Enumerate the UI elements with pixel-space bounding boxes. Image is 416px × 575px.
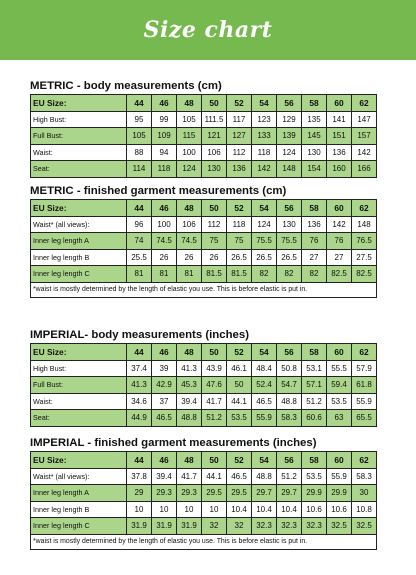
value-cell: 74.5 [177, 233, 202, 250]
value-cell: 75 [202, 233, 227, 250]
size-header-cell: 60 [327, 344, 352, 361]
size-header-cell: 54 [252, 95, 277, 112]
value-cell: 10.4 [252, 501, 277, 518]
value-cell: 65.5 [352, 410, 377, 427]
value-cell: 46.1 [227, 360, 252, 377]
value-cell: 26.5 [227, 249, 252, 266]
size-header-cell: 56 [277, 200, 302, 217]
section-metric-body [30, 80, 376, 178]
value-cell: 29.7 [252, 485, 277, 502]
size-header-cell: 58 [302, 95, 327, 112]
section-metric-garment [30, 185, 376, 298]
size-header-cell: 50 [202, 344, 227, 361]
table-row [31, 360, 377, 377]
value-cell: 10.6 [327, 501, 352, 518]
value-cell: 10.8 [352, 501, 377, 518]
table-row [31, 233, 377, 250]
value-cell: 76 [327, 233, 352, 250]
size-header-cell: 52 [227, 95, 252, 112]
value-cell: 81 [152, 266, 177, 283]
row-label: Waist* (all views): [31, 468, 127, 485]
value-cell: 29.3 [152, 485, 177, 502]
value-cell: 75 [227, 233, 252, 250]
section-imperial-body [30, 329, 376, 427]
size-table [30, 343, 377, 427]
table-row [31, 216, 377, 233]
size-header-cell: 56 [277, 344, 302, 361]
value-cell: 53.5 [227, 410, 252, 427]
size-header-cell: 48 [177, 452, 202, 469]
value-cell: 29.7 [277, 485, 302, 502]
value-cell: 55.9 [352, 393, 377, 410]
value-cell: 123 [252, 111, 277, 128]
value-cell: 25.5 [127, 249, 152, 266]
value-cell: 124 [277, 144, 302, 161]
value-cell: 82.5 [352, 266, 377, 283]
table-row [31, 518, 377, 535]
value-cell: 31.9 [177, 518, 202, 535]
value-cell: 27.5 [352, 249, 377, 266]
value-cell: 105 [177, 111, 202, 128]
size-header-cell: 50 [202, 452, 227, 469]
value-cell: 31.9 [152, 518, 177, 535]
row-label: High Bust: [31, 111, 127, 128]
table-row [31, 501, 377, 518]
footnote: *waist is mostly determined by the length of elastic you use. This is before elastic is put in. [31, 282, 377, 297]
size-header-cell: 62 [352, 95, 377, 112]
size-header-cell: 62 [352, 344, 377, 361]
header-label: EU Size: [31, 95, 127, 112]
value-cell: 115 [177, 128, 202, 145]
size-header-cell: 56 [277, 452, 302, 469]
value-cell: 74 [127, 233, 152, 250]
value-cell: 157 [352, 128, 377, 145]
value-cell: 32.3 [302, 518, 327, 535]
value-cell: 44.1 [227, 393, 252, 410]
value-cell: 59.4 [327, 377, 352, 394]
row-label: Inner leg length C [31, 266, 127, 283]
value-cell: 127 [227, 128, 252, 145]
value-cell: 39.4 [177, 393, 202, 410]
value-cell: 100 [152, 216, 177, 233]
value-cell: 151 [327, 128, 352, 145]
row-label: Inner leg length C [31, 518, 127, 535]
size-header-cell: 52 [227, 344, 252, 361]
value-cell: 48.8 [252, 468, 277, 485]
table-row [31, 393, 377, 410]
value-cell: 55.9 [327, 468, 352, 485]
value-cell: 53.5 [302, 468, 327, 485]
row-label: Full Bust: [31, 128, 127, 145]
value-cell: 29.3 [177, 485, 202, 502]
size-header-cell: 52 [227, 452, 252, 469]
value-cell: 95 [127, 111, 152, 128]
value-cell: 82 [302, 266, 327, 283]
value-cell: 10 [202, 501, 227, 518]
value-cell: 10 [152, 501, 177, 518]
size-header-cell: 48 [177, 95, 202, 112]
row-label: Full Bust: [31, 377, 127, 394]
footnote: *waist is mostly determined by the length of elastic you use. This is before elastic is put in. [31, 534, 377, 549]
value-cell: 81 [177, 266, 202, 283]
row-label: Waist: [31, 393, 127, 410]
value-cell: 51.2 [277, 468, 302, 485]
table-row [31, 485, 377, 502]
row-label: High Bust: [31, 360, 127, 377]
value-cell: 109 [152, 128, 177, 145]
value-cell: 57.9 [352, 360, 377, 377]
value-cell: 10 [127, 501, 152, 518]
value-cell: 139 [277, 128, 302, 145]
value-cell: 39 [152, 360, 177, 377]
table-row [31, 468, 377, 485]
header-label: EU Size: [31, 452, 127, 469]
value-cell: 53.5 [327, 393, 352, 410]
value-cell: 133 [252, 128, 277, 145]
header-row [31, 200, 377, 217]
size-header-cell: 58 [302, 200, 327, 217]
value-cell: 124 [177, 161, 202, 178]
value-cell: 58.3 [277, 410, 302, 427]
value-cell: 10.4 [277, 501, 302, 518]
page-title: Size chart [143, 17, 273, 43]
value-cell: 58.3 [352, 468, 377, 485]
value-cell: 42.9 [152, 377, 177, 394]
value-cell: 112 [227, 144, 252, 161]
value-cell: 26.5 [277, 249, 302, 266]
table-row [31, 266, 377, 283]
value-cell: 112 [202, 216, 227, 233]
header-label: EU Size: [31, 344, 127, 361]
row-label: Inner leg length B [31, 501, 127, 518]
value-cell: 29 [127, 485, 152, 502]
value-cell: 46.5 [252, 393, 277, 410]
value-cell: 32.3 [252, 518, 277, 535]
value-cell: 148 [277, 161, 302, 178]
value-cell: 63 [327, 410, 352, 427]
value-cell: 37 [152, 393, 177, 410]
value-cell: 54.7 [277, 377, 302, 394]
table-row [31, 410, 377, 427]
section-imperial-garment [30, 437, 376, 550]
value-cell: 147 [352, 111, 377, 128]
value-cell: 136 [327, 144, 352, 161]
value-cell: 130 [202, 161, 227, 178]
value-cell: 142 [352, 144, 377, 161]
size-header-cell: 44 [127, 452, 152, 469]
value-cell: 74.5 [152, 233, 177, 250]
value-cell: 51.2 [202, 410, 227, 427]
value-cell: 55.5 [327, 360, 352, 377]
note-row [31, 282, 377, 297]
value-cell: 96 [127, 216, 152, 233]
size-header-cell: 54 [252, 452, 277, 469]
value-cell: 82.5 [327, 266, 352, 283]
table-row [31, 377, 377, 394]
value-cell: 51.2 [302, 393, 327, 410]
value-cell: 136 [227, 161, 252, 178]
value-cell: 75.5 [277, 233, 302, 250]
value-cell: 100 [177, 144, 202, 161]
value-cell: 30 [352, 485, 377, 502]
row-label: Waist: [31, 144, 127, 161]
size-header-cell: 58 [302, 452, 327, 469]
size-header-cell: 46 [152, 95, 177, 112]
value-cell: 32 [227, 518, 252, 535]
value-cell: 106 [177, 216, 202, 233]
value-cell: 148 [352, 216, 377, 233]
value-cell: 41.3 [127, 377, 152, 394]
value-cell: 53.1 [302, 360, 327, 377]
table-row [31, 144, 377, 161]
title-banner [0, 0, 416, 60]
value-cell: 29.9 [302, 485, 327, 502]
row-label: Inner leg length A [31, 233, 127, 250]
value-cell: 129 [277, 111, 302, 128]
value-cell: 60.6 [302, 410, 327, 427]
value-cell: 154 [302, 161, 327, 178]
value-cell: 48.8 [277, 393, 302, 410]
note-row [31, 534, 377, 549]
value-cell: 29.5 [202, 485, 227, 502]
header-row [31, 452, 377, 469]
value-cell: 142 [327, 216, 352, 233]
row-label: Seat: [31, 161, 127, 178]
size-header-cell: 54 [252, 200, 277, 217]
value-cell: 48.4 [252, 360, 277, 377]
value-cell: 82 [277, 266, 302, 283]
value-cell: 105 [127, 128, 152, 145]
value-cell: 29.9 [327, 485, 352, 502]
value-cell: 46.5 [227, 468, 252, 485]
size-header-cell: 58 [302, 344, 327, 361]
value-cell: 37.4 [127, 360, 152, 377]
value-cell: 10.4 [227, 501, 252, 518]
value-cell: 61.8 [352, 377, 377, 394]
size-header-cell: 50 [202, 200, 227, 217]
value-cell: 130 [302, 144, 327, 161]
value-cell: 81 [127, 266, 152, 283]
value-cell: 26 [152, 249, 177, 266]
value-cell: 142 [252, 161, 277, 178]
value-cell: 26 [177, 249, 202, 266]
value-cell: 46.5 [152, 410, 177, 427]
value-cell: 27 [302, 249, 327, 266]
value-cell: 26.5 [252, 249, 277, 266]
size-header-cell: 60 [327, 200, 352, 217]
value-cell: 136 [302, 216, 327, 233]
size-header-cell: 44 [127, 95, 152, 112]
section-heading: IMPERIAL- body measurements (inches) [30, 329, 249, 341]
size-header-cell: 50 [202, 95, 227, 112]
value-cell: 124 [252, 216, 277, 233]
value-cell: 141 [327, 111, 352, 128]
value-cell: 10 [177, 501, 202, 518]
value-cell: 76.5 [352, 233, 377, 250]
value-cell: 41.7 [202, 393, 227, 410]
value-cell: 118 [252, 144, 277, 161]
size-header-cell: 56 [277, 95, 302, 112]
value-cell: 118 [227, 216, 252, 233]
value-cell: 26 [202, 249, 227, 266]
value-cell: 50 [227, 377, 252, 394]
row-label: Inner leg length A [31, 485, 127, 502]
size-header-cell: 48 [177, 200, 202, 217]
value-cell: 117 [227, 111, 252, 128]
size-header-cell: 62 [352, 452, 377, 469]
table-row [31, 128, 377, 145]
value-cell: 29.5 [227, 485, 252, 502]
value-cell: 76 [302, 233, 327, 250]
size-header-cell: 46 [152, 200, 177, 217]
section-heading: METRIC - finished garment measurements (cm) [30, 185, 287, 197]
value-cell: 32.3 [277, 518, 302, 535]
table-row [31, 111, 377, 128]
value-cell: 43.9 [202, 360, 227, 377]
value-cell: 118 [152, 161, 177, 178]
value-cell: 111.5 [202, 111, 227, 128]
value-cell: 37.8 [127, 468, 152, 485]
size-header-cell: 44 [127, 344, 152, 361]
value-cell: 82 [252, 266, 277, 283]
size-header-cell: 46 [152, 344, 177, 361]
value-cell: 121 [202, 128, 227, 145]
value-cell: 160 [327, 161, 352, 178]
size-header-cell: 46 [152, 452, 177, 469]
value-cell: 75.5 [252, 233, 277, 250]
value-cell: 27 [327, 249, 352, 266]
value-cell: 50.8 [277, 360, 302, 377]
header-row [31, 95, 377, 112]
value-cell: 114 [127, 161, 152, 178]
value-cell: 55.9 [252, 410, 277, 427]
size-header-cell: 60 [327, 95, 352, 112]
value-cell: 88 [127, 144, 152, 161]
table-row [31, 249, 377, 266]
value-cell: 99 [152, 111, 177, 128]
size-header-cell: 62 [352, 200, 377, 217]
value-cell: 48.8 [177, 410, 202, 427]
size-table [30, 94, 377, 178]
size-header-cell: 60 [327, 452, 352, 469]
value-cell: 57.1 [302, 377, 327, 394]
value-cell: 32 [202, 518, 227, 535]
value-cell: 166 [352, 161, 377, 178]
value-cell: 135 [302, 111, 327, 128]
value-cell: 130 [277, 216, 302, 233]
value-cell: 106 [202, 144, 227, 161]
value-cell: 145 [302, 128, 327, 145]
value-cell: 47.6 [202, 377, 227, 394]
size-header-cell: 52 [227, 200, 252, 217]
table-row [31, 161, 377, 178]
value-cell: 41.7 [177, 468, 202, 485]
value-cell: 10.6 [302, 501, 327, 518]
header-label: EU Size: [31, 200, 127, 217]
row-label: Waist* (all views): [31, 216, 127, 233]
value-cell: 52.4 [252, 377, 277, 394]
value-cell: 34.6 [127, 393, 152, 410]
value-cell: 45.3 [177, 377, 202, 394]
size-header-cell: 44 [127, 200, 152, 217]
value-cell: 32.5 [352, 518, 377, 535]
section-heading: METRIC - body measurements (cm) [30, 80, 222, 92]
value-cell: 81.5 [202, 266, 227, 283]
row-label: Inner leg length B [31, 249, 127, 266]
value-cell: 41.3 [177, 360, 202, 377]
row-label: Seat: [31, 410, 127, 427]
size-header-cell: 48 [177, 344, 202, 361]
value-cell: 44.9 [127, 410, 152, 427]
value-cell: 44.1 [202, 468, 227, 485]
value-cell: 32.5 [327, 518, 352, 535]
header-row [31, 344, 377, 361]
section-heading: IMPERIAL - finished garment measurements (inches) [30, 437, 317, 449]
value-cell: 39.4 [152, 468, 177, 485]
size-header-cell: 54 [252, 344, 277, 361]
value-cell: 94 [152, 144, 177, 161]
size-table [30, 199, 377, 298]
value-cell: 81.5 [227, 266, 252, 283]
size-table [30, 451, 377, 550]
value-cell: 31.9 [127, 518, 152, 535]
